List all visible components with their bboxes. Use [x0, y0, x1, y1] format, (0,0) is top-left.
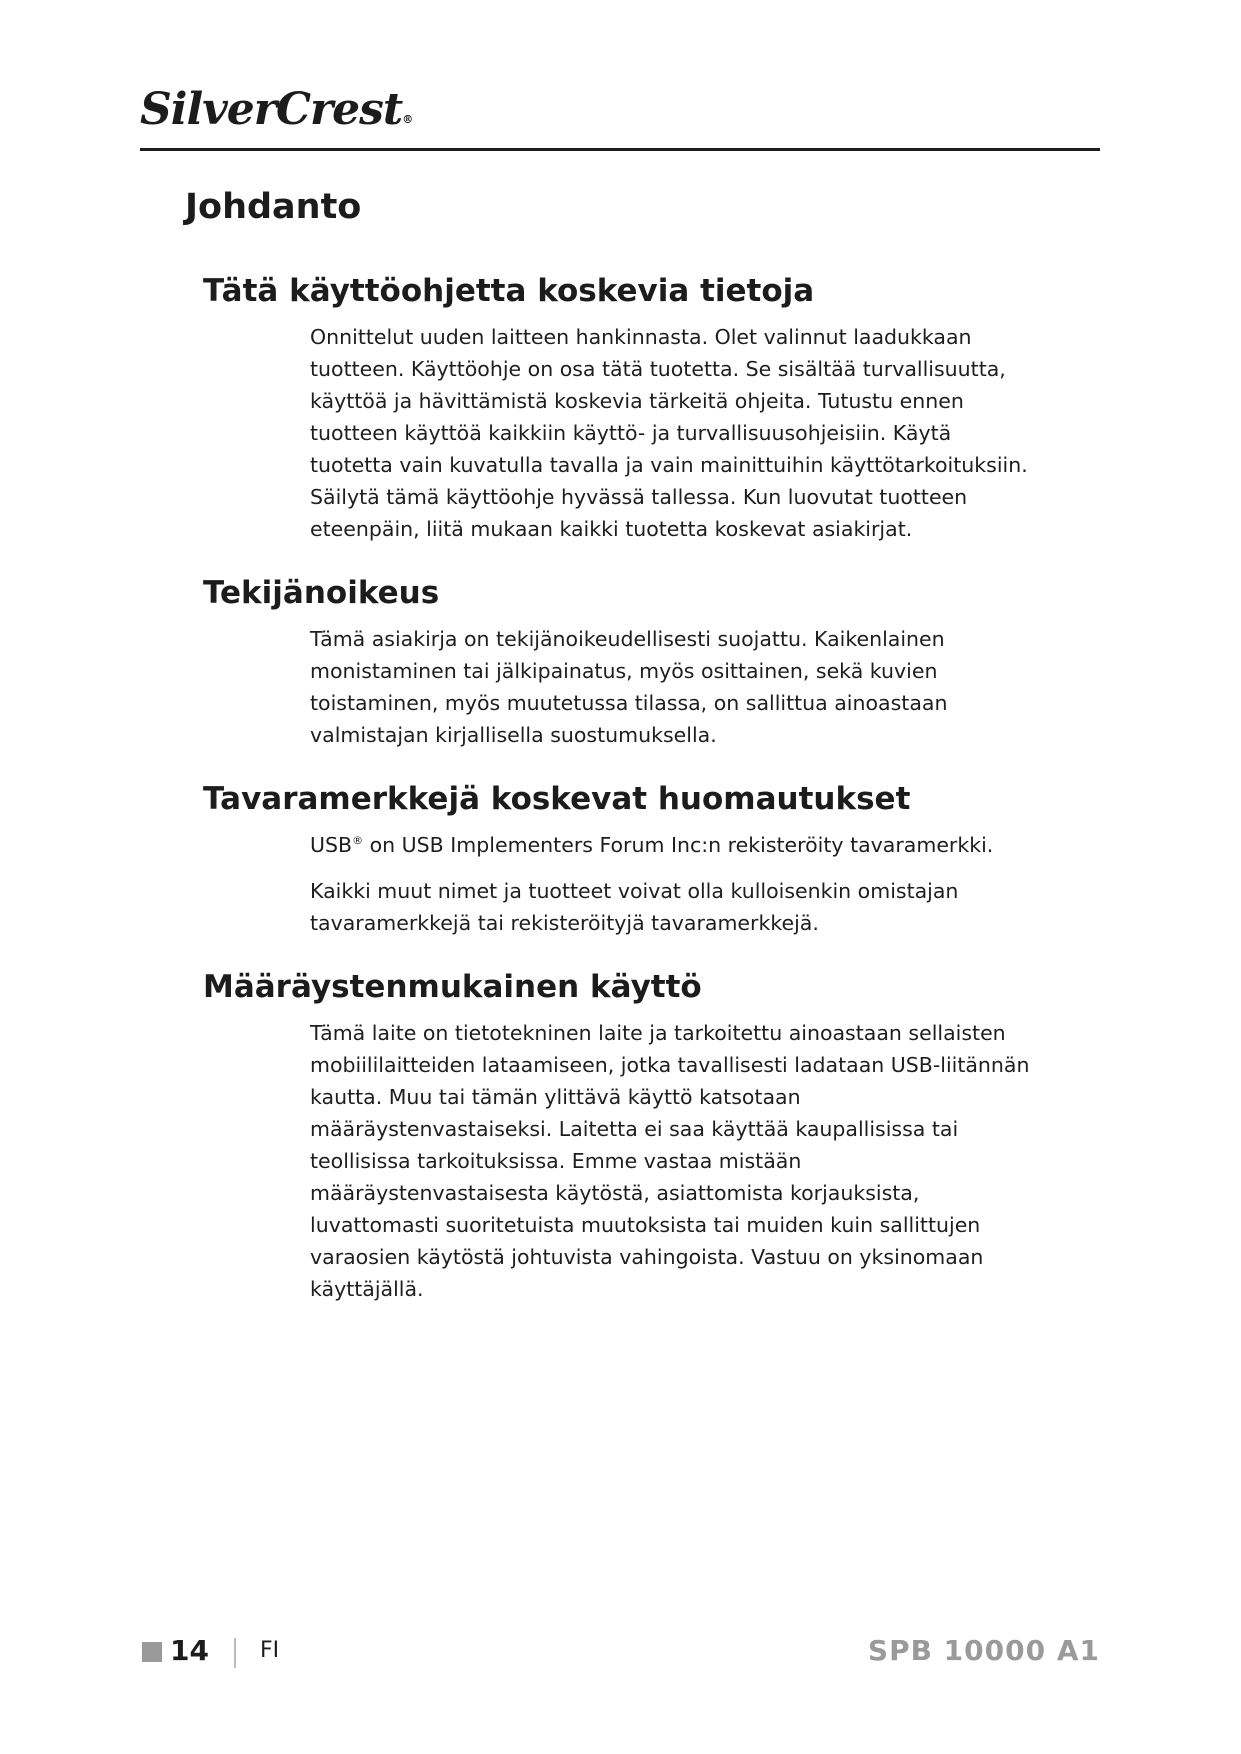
header-divider	[140, 148, 1100, 151]
section-heading: Tekijänoikeus	[203, 575, 440, 611]
main-content	[185, 185, 1085, 1333]
page-footer	[142, 1630, 1100, 1670]
section-intended-use	[185, 967, 1085, 1305]
section-heading: Tätä käyttöohjetta koskevia tietoja	[203, 273, 815, 309]
footer-separator	[234, 1638, 236, 1668]
usb-trademark-text: on USB Implementers Forum Inc:n rekisteröity tavaramerkki.	[363, 833, 994, 857]
model-number: SPB 10000 A1	[867, 1634, 1100, 1667]
page-number: 14	[170, 1634, 209, 1667]
section-paragraph: Onnittelut uuden laitteen hankinnasta. Olet valinnut laadukkaan tuotteen. Käyttöohje on osa tätä tuotetta. Se sisältää turvallisuutta, käyttöä ja hävittämistä koskevia tärkeitä ohjeita. Tutustu ennen tuotteen käyttöä kaikkiin käyttö- ja turvallisuusohjeisiin. Käytä tuotetta vain kuvatulla tavalla ja vain mainittuihin käyttötarkoituksiin. Säilytä tämä käyttöohje hyvässä tallessa. Kun luovutat tuotteen eteenpäin, liitä mukaan kaikki tuotetta koskevat asiakirjat.	[310, 325, 1028, 541]
section-about-manual	[185, 271, 1085, 545]
language-code: FI	[260, 1638, 280, 1663]
usb-trademark-paragraph	[310, 829, 1040, 861]
section-trademarks	[185, 779, 1085, 939]
section-copyright	[185, 573, 1085, 751]
page-header	[140, 80, 1100, 140]
logo-text: SilverCrest	[140, 84, 403, 135]
section-paragraph: Tämä laite on tietotekninen laite ja tarkoitettu ainoastaan sellaisten mobiililaitteiden lataamiseen, jotka tavallisesti ladataan USB-liitännän kautta. Muu tai tämän ylittävä käyttö katsotaan määräystenvastaiseksi. Laitetta ei saa käyttää kaupallisissa tai teollisissa tarkoituksissa. Emme vastaa mistään määräystenvastaisesta käytöstä, asiattomista korjauksista, luvattomasti suoritetuista muutoksista tai muiden kuin sallittujen varaosien käytöstä johtuvista vahingoista. Vastuu on yksinomaan käyttäjällä.	[310, 1021, 1030, 1301]
page-title: Johdanto	[185, 187, 362, 227]
usb-registered-mark: ®	[352, 834, 364, 848]
footer-square-icon	[142, 1642, 162, 1662]
usb-text: USB	[310, 833, 353, 857]
section-paragraph: Tämä asiakirja on tekijänoikeudellisesti suojattu. Kaikenlainen monistaminen tai jälkipainatus, myös osittainen, sekä kuvien toistaminen, myös muutetussa tilassa, on sallittua ainoastaan valmistajan kirjallisella suostumuksella.	[310, 627, 948, 747]
section-paragraph: Kaikki muut nimet ja tuotteet voivat olla kulloisenkin omistajan tavaramerkkejä tai rekisteröityjä tavaramerkkejä.	[310, 879, 959, 935]
logo-registered-mark: ®	[402, 113, 413, 126]
section-heading: Määräystenmukainen käyttö	[203, 969, 702, 1005]
section-heading: Tavaramerkkejä koskevat huomautukset	[203, 781, 911, 817]
silvercrest-logo	[140, 80, 1100, 140]
